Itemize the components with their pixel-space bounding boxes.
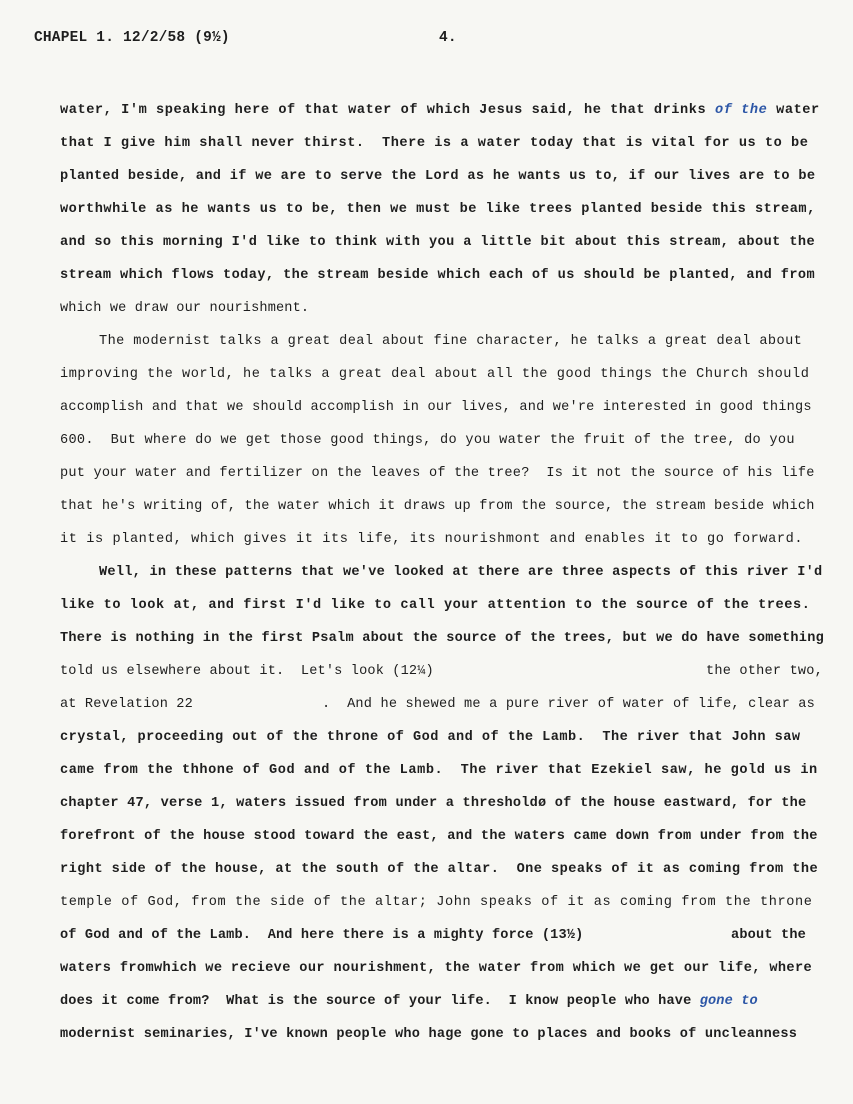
text-segment: put your water and fertilizer on the leaves of the tree? Is it not the source of his life: [60, 466, 815, 481]
text-line: [60, 595, 810, 617]
page-header-left: CHAPEL 1. 12/2/58 (9½): [34, 30, 230, 46]
text-segment: water: [767, 103, 820, 118]
text-line: [60, 364, 809, 386]
text-segment: There is nothing in the first Psalm about the source of the trees, but we do have something: [60, 631, 824, 646]
text-line: [60, 859, 818, 881]
text-segment: stream which flows today, the stream beside which each of us should be planted, and from: [60, 268, 816, 283]
text-line: [60, 529, 803, 551]
page-number: 4.: [439, 30, 457, 46]
text-line: [60, 958, 812, 980]
text-segment: the other two,: [706, 664, 823, 679]
text-line: [60, 991, 758, 1013]
text-segment: improving the world, he talks a great deal about all the good things the Church should: [60, 367, 810, 382]
handwritten-annotation: gone to: [699, 994, 758, 1009]
text-segment: at Revelation 22: [60, 697, 193, 712]
text-line: [60, 727, 800, 749]
text-line: [60, 463, 815, 485]
text-line: [60, 265, 815, 287]
text-segment: that he's writing of, the water which it draws up from the source, the stream beside which: [60, 499, 815, 514]
text-segment: that I give him shall never thirst. There is a water today that is vital for us to be: [60, 136, 809, 151]
text-line: [60, 232, 815, 254]
text-segment: accomplish and that we should accomplish in our lives, and we're interested in good things: [60, 400, 812, 415]
text-line: [60, 298, 309, 320]
text-segment: planted beside, and if we are to serve the Lord as he wants us to, if our lives are to be: [60, 169, 816, 184]
text-segment: came from the thhone of God and of the Lamb. The river that Ezekiel saw, he gold us in: [60, 763, 818, 778]
text-segment: of God and of the Lamb. And here there is a mighty force (13½): [60, 928, 584, 943]
text-line: [60, 925, 806, 947]
text-segment: it is planted, which gives it its life, its nourishmont and enables it to go forward.: [60, 532, 804, 547]
text-segment: does it come from? What is the source of your life. I know people who have: [60, 994, 700, 1009]
text-segment: water, I'm speaking here of that water of which Jesus said, he that drinks: [60, 103, 715, 118]
text-segment: waters fromwhich we recieve our nourishment, the water from which we get our life, where: [60, 961, 813, 976]
text-line: [60, 892, 812, 914]
text-segment: forefront of the house stood toward the east, and the waters came down from under from the: [60, 829, 818, 844]
text-line: [99, 331, 802, 353]
text-line: [60, 166, 815, 188]
text-line: [60, 628, 824, 650]
text-segment: right side of the house, at the south of the altar. One speaks of it as coming from the: [60, 862, 819, 877]
text-segment: temple of God, from the side of the altar; John speaks of it as coming from the throne: [60, 895, 813, 910]
text-segment: Well, in these patterns that we've looked at there are three aspects of this river I'd: [99, 565, 823, 580]
text-segment: The modernist talks a great deal about fine character, he talks a great deal about: [99, 334, 803, 349]
handwritten-annotation: of the: [714, 103, 768, 118]
text-segment: which we draw our nourishment.: [60, 301, 310, 316]
text-line: [60, 1024, 797, 1046]
text-line: [60, 793, 806, 815]
text-line: [60, 133, 808, 155]
text-segment: 600. But where do we get those good things, do you water the fruit of the tree, do you: [60, 433, 795, 448]
text-segment: about the: [731, 928, 806, 943]
text-segment: chapter 47, verse 1, waters issued from under a thresholdø of the house eastward, for the: [60, 796, 807, 811]
text-line: [99, 562, 822, 584]
text-line: [60, 826, 818, 848]
text-line: [60, 760, 818, 782]
text-line: [60, 397, 812, 419]
text-segment: crystal, proceeding out of the throne of God and of the Lamb. The river that John saw: [60, 730, 801, 745]
text-segment: modernist seminaries, I've known people who hage gone to places and books of uncleanness: [60, 1027, 798, 1042]
text-line: [60, 199, 816, 221]
text-segment: . And he shewed me a pure river of water of life, clear as: [322, 697, 815, 712]
text-segment: told us elsewhere about it. Let's look (12¼): [60, 664, 434, 679]
text-line: [60, 694, 815, 716]
text-line: [60, 661, 823, 683]
text-line: [60, 496, 815, 518]
text-segment: like to look at, and first I'd like to call your attention to the source of the trees.: [60, 598, 811, 613]
text-segment: and so this morning I'd like to think with you a little bit about this stream, about the: [60, 235, 816, 250]
text-segment: worthwhile as he wants us to be, then we must be like trees planted beside this stream,: [60, 202, 816, 217]
text-line: [60, 100, 820, 122]
text-line: [60, 430, 795, 452]
